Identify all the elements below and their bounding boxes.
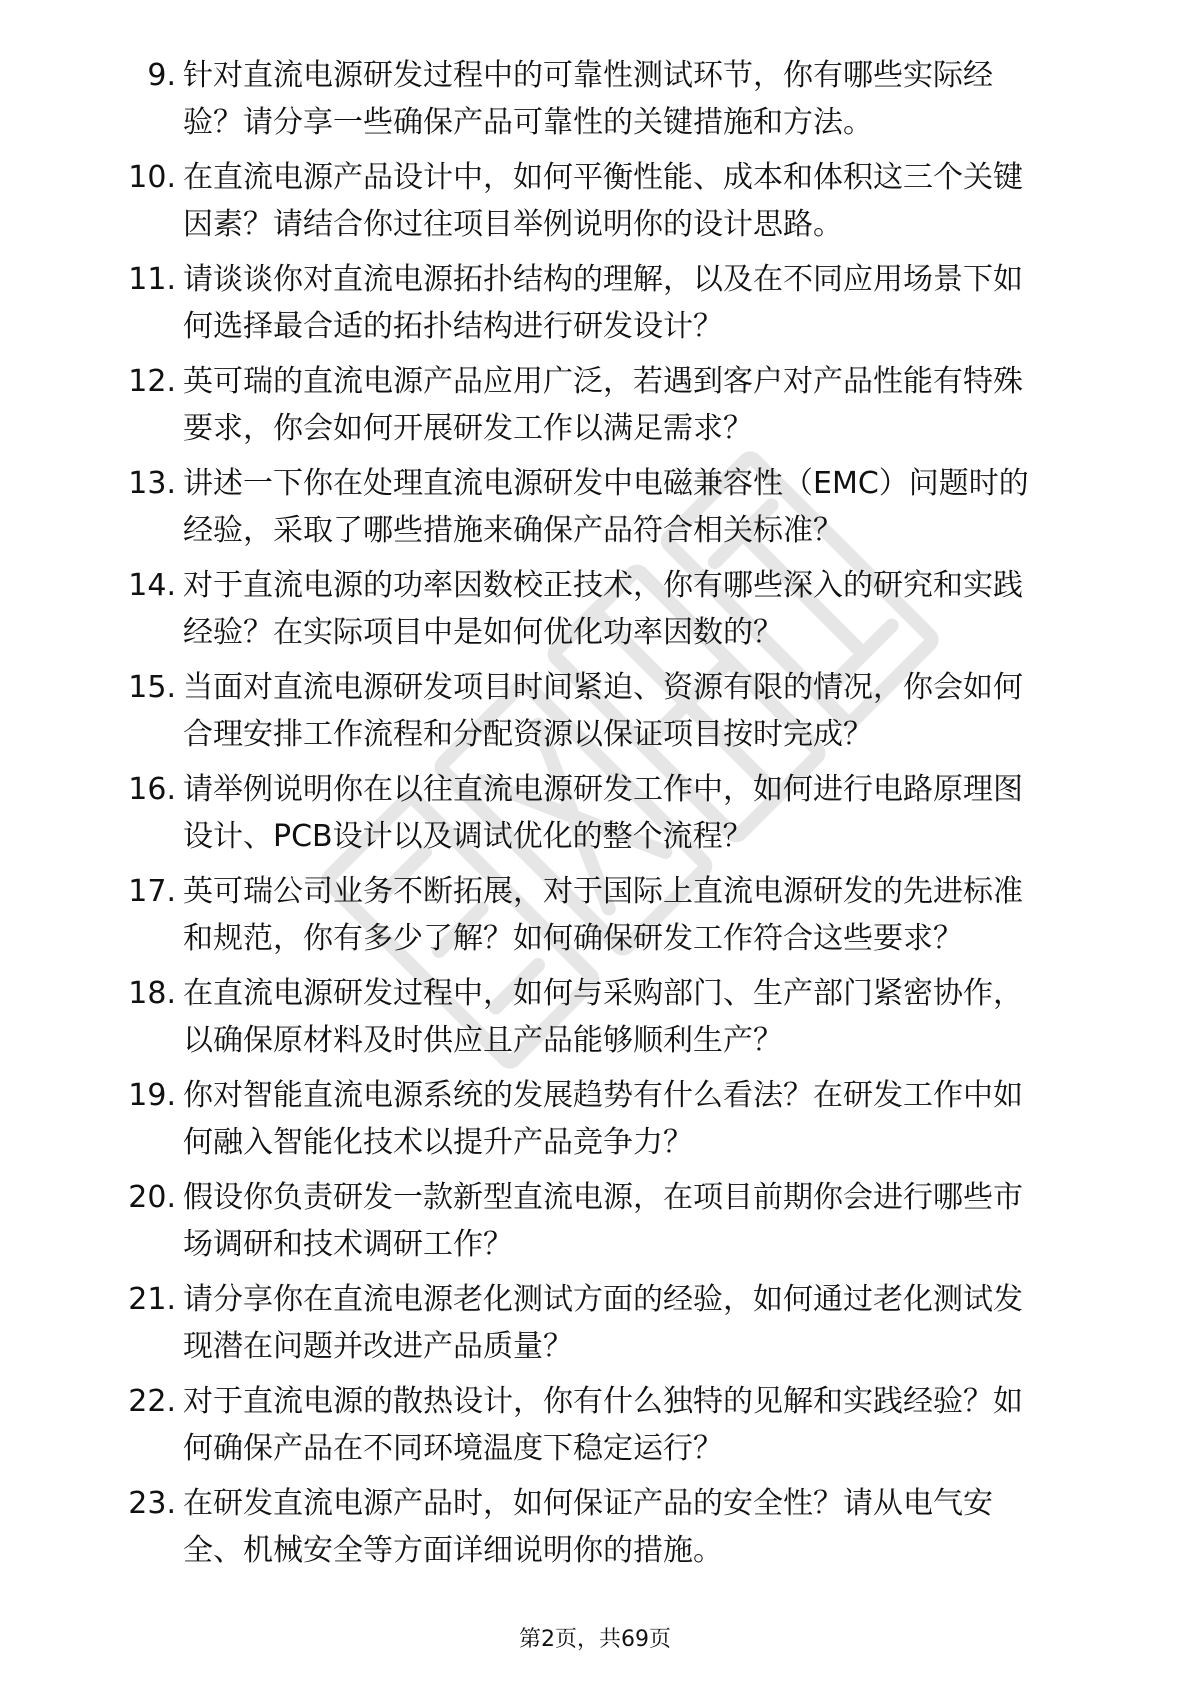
question-text: 当面对直流电源研发项目时间紧迫、资源有限的情况，你会如何 合理安排工作流程和分配资源以保证项目按时完成？ bbox=[183, 670, 1023, 752]
question-item bbox=[58, 1480, 1118, 1582]
question-number: 21. bbox=[128, 1282, 176, 1317]
question-text: 请举例说明你在以往直流电源研发工作中，如何进行电路原理图 设计、PCB设计以及调试优化的整个流程？ bbox=[183, 772, 1023, 854]
question-number: 10. bbox=[128, 160, 176, 195]
page-number-label: 第2页，共69页 bbox=[519, 1627, 671, 1652]
question-item bbox=[58, 460, 1118, 562]
question-item bbox=[58, 154, 1118, 256]
question-text: 在直流电源产品设计中，如何平衡性能、成本和体积这三个关键 因素？请结合你过往项目举例说明你的设计思路。 bbox=[183, 160, 1023, 242]
question-number: 12. bbox=[128, 364, 176, 399]
question-item bbox=[58, 868, 1118, 970]
question-item bbox=[58, 562, 1118, 664]
question-number: 17. bbox=[128, 874, 176, 909]
question-number: 14. bbox=[128, 568, 176, 603]
question-text: 对于直流电源的功率因数校正技术，你有哪些深入的研究和实践 经验？在实际项目中是如何优化功率因数的？ bbox=[183, 568, 1023, 650]
question-number: 18. bbox=[128, 976, 176, 1011]
question-number: 22. bbox=[128, 1384, 176, 1419]
question-item bbox=[58, 970, 1118, 1072]
question-item bbox=[58, 664, 1118, 766]
question-number: 13. bbox=[128, 466, 176, 501]
question-text: 请分享你在直流电源老化测试方面的经验，如何通过老化测试发 现潜在问题并改进产品质量？ bbox=[183, 1282, 1023, 1364]
question-item bbox=[58, 256, 1118, 358]
question-item bbox=[58, 1174, 1118, 1276]
question-item bbox=[58, 1378, 1118, 1480]
question-number: 19. bbox=[128, 1078, 176, 1113]
question-number: 23. bbox=[128, 1486, 176, 1521]
question-text: 针对直流电源研发过程中的可靠性测试环节，你有哪些实际经 验？请分享一些确保产品可靠性的关键措施和方法。 bbox=[183, 58, 993, 140]
question-item bbox=[58, 52, 1118, 154]
question-item bbox=[58, 1276, 1118, 1378]
question-text: 在直流电源研发过程中，如何与采购部门、生产部门紧密协作， 以确保原材料及时供应且产品能够顺利生产？ bbox=[183, 976, 1023, 1058]
question-text: 英可瑞的直流电源产品应用广泛，若遇到客户对产品性能有特殊 要求，你会如何开展研发工作以满足需求？ bbox=[183, 364, 1023, 446]
question-item bbox=[58, 766, 1118, 868]
question-text: 请谈谈你对直流电源拓扑结构的理解，以及在不同应用场景下如 何选择最合适的拓扑结构进行研发设计？ bbox=[183, 262, 1023, 344]
question-item bbox=[58, 358, 1118, 460]
question-text: 你对智能直流电源系统的发展趋势有什么看法？在研发工作中如 何融入智能化技术以提升产品竞争力？ bbox=[183, 1078, 1023, 1160]
question-number: 15. bbox=[128, 670, 176, 705]
question-text: 假设你负责研发一款新型直流电源，在项目前期你会进行哪些市 场调研和技术调研工作？ bbox=[183, 1180, 1023, 1262]
question-text: 在研发直流电源产品时，如何保证产品的安全性？请从电气安 全、机械安全等方面详细说明你的措施。 bbox=[183, 1486, 993, 1568]
question-text: 对于直流电源的散热设计，你有什么独特的见解和实践经验？如 何确保产品在不同环境温度下稳定运行？ bbox=[183, 1384, 1023, 1466]
question-list bbox=[58, 52, 1118, 1582]
question-number: 16. bbox=[128, 772, 176, 807]
question-number: 9. bbox=[147, 58, 176, 93]
question-text: 英可瑞公司业务不断拓展，对于国际上直流电源研发的先进标准 和规范，你有多少了解？如何确保研发工作符合这些要求？ bbox=[183, 874, 1023, 956]
question-number: 20. bbox=[128, 1180, 176, 1215]
question-text: 讲述一下你在处理直流电源研发中电磁兼容性（EMC）问题时的 经验，采取了哪些措施来确保产品符合相关标准？ bbox=[183, 466, 1029, 548]
question-item bbox=[58, 1072, 1118, 1174]
page-footer bbox=[0, 1622, 1190, 1653]
question-number: 11. bbox=[128, 262, 176, 297]
